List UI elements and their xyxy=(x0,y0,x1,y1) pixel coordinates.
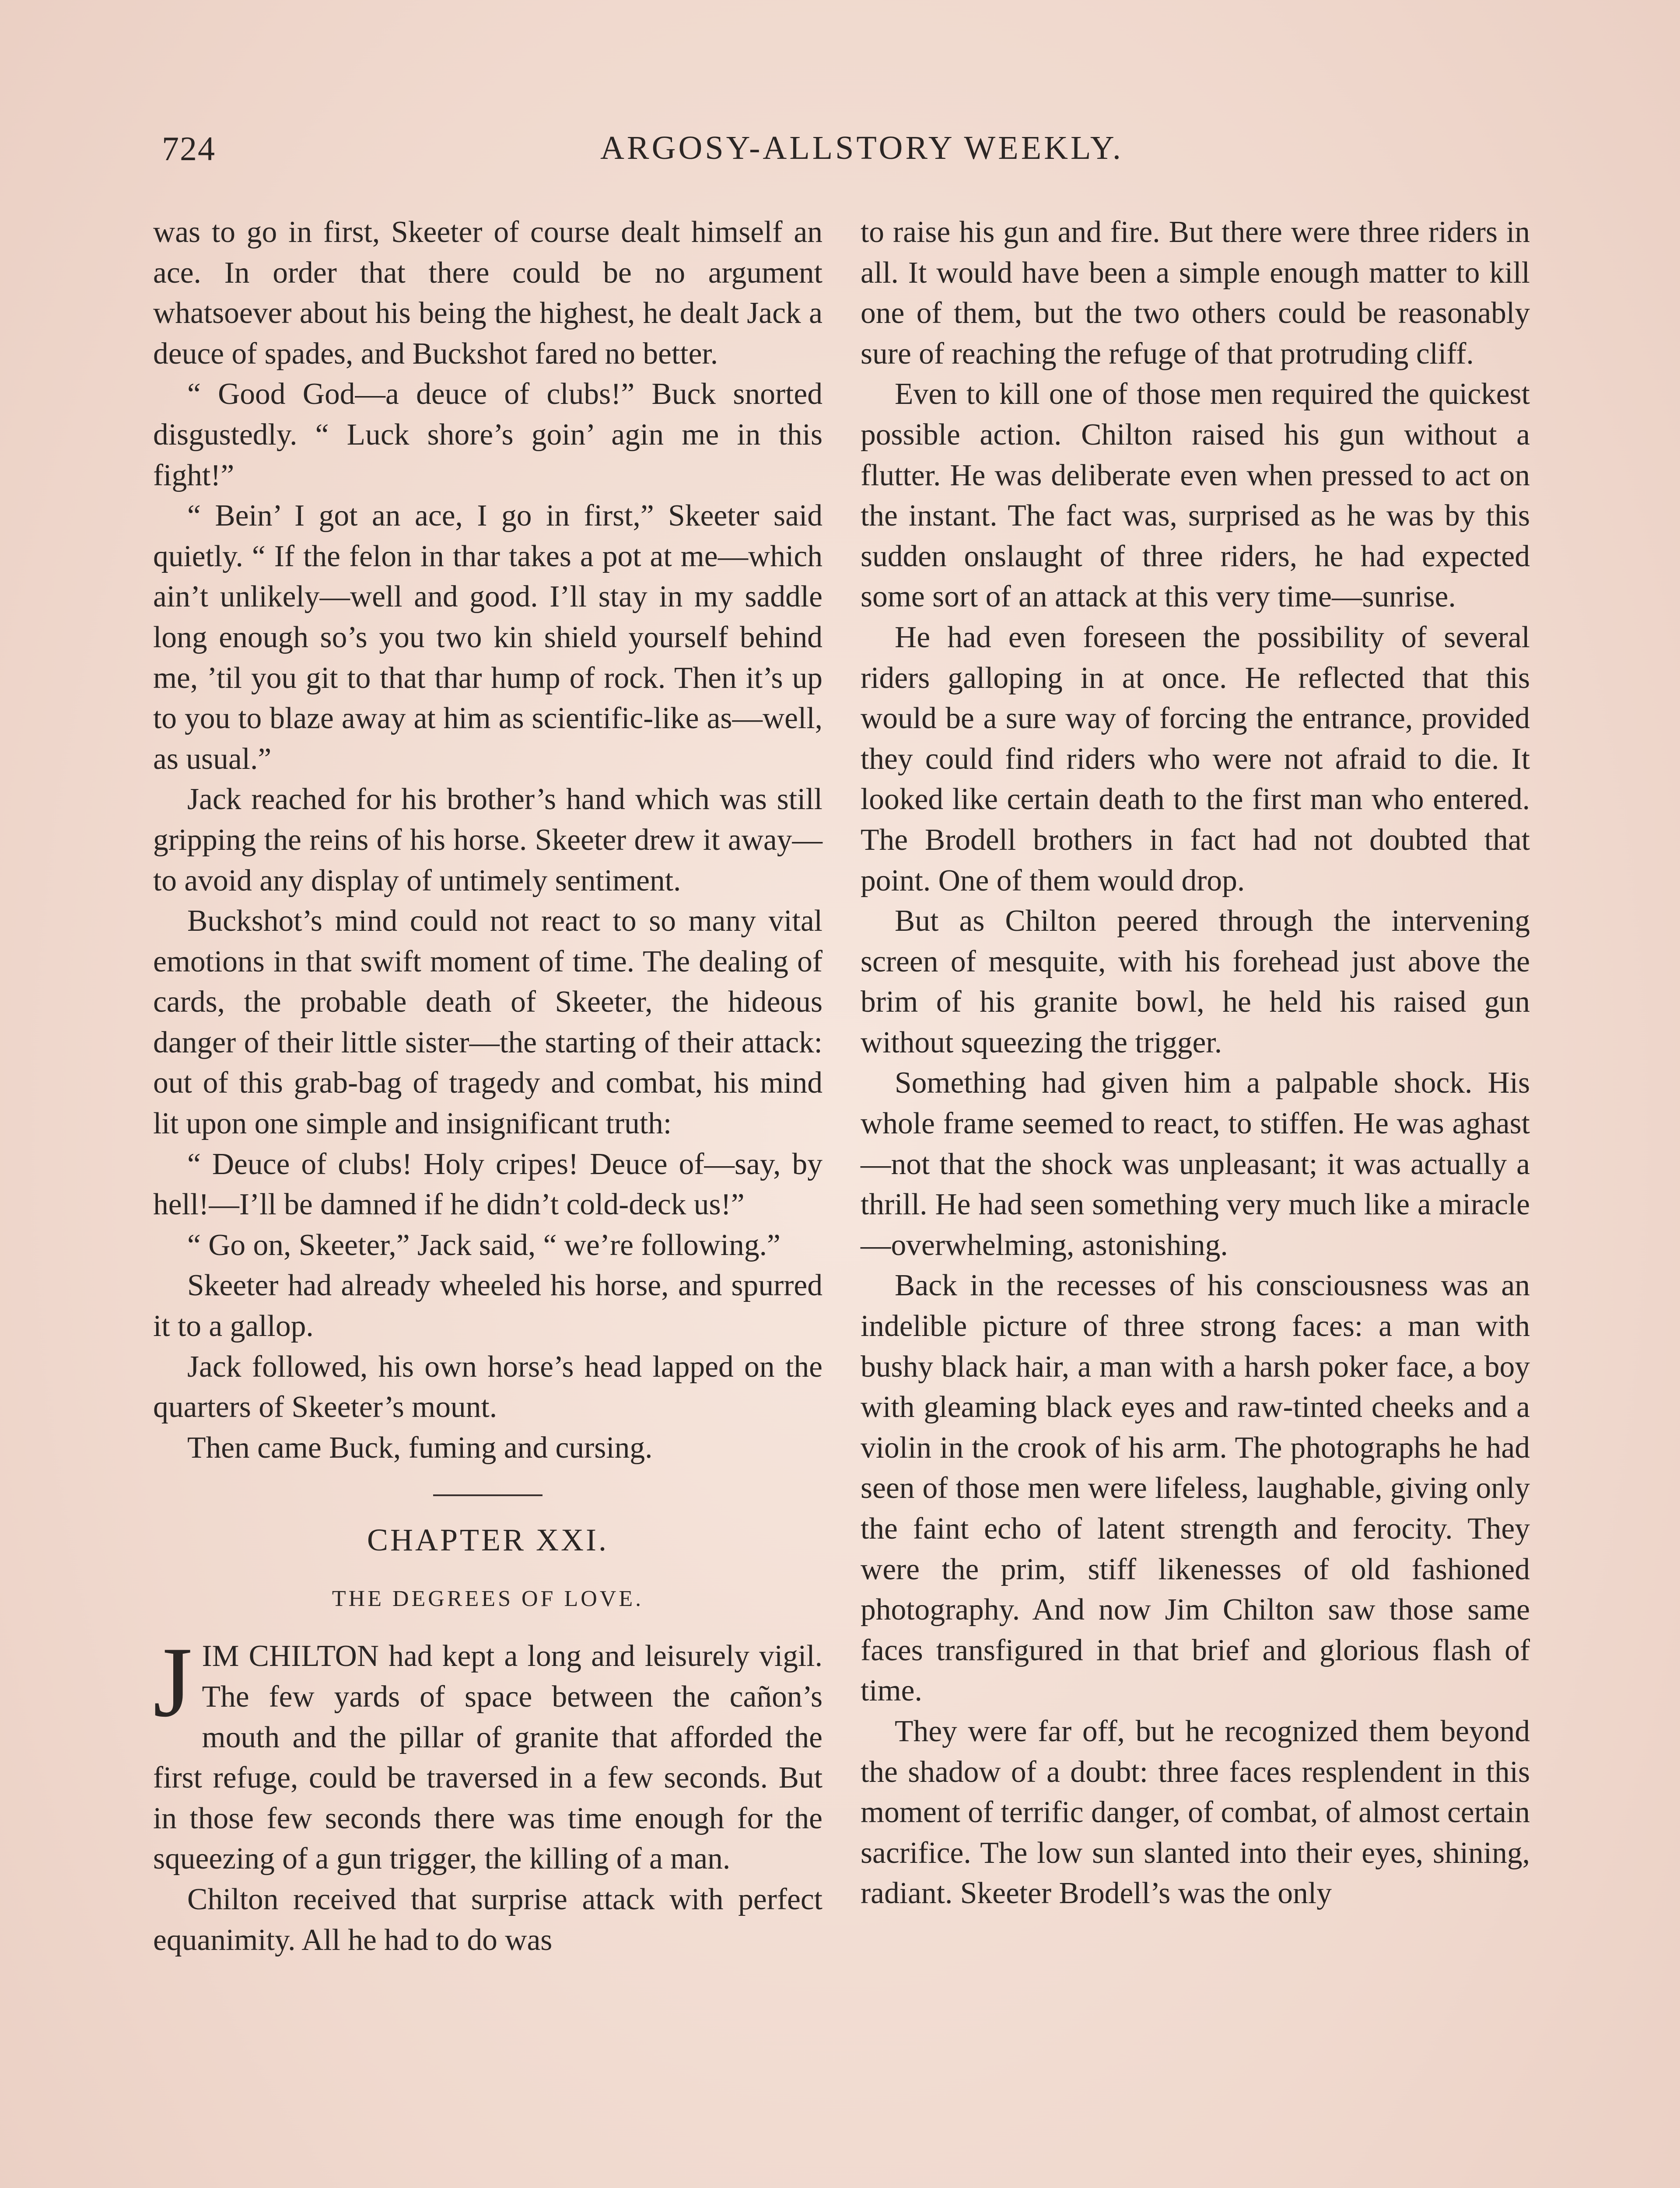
page-header xyxy=(162,129,1562,182)
paragraph-text: IM CHILTON had kept a long and leisurely vigil. The few yards of space between the cañon’s mouth and the pillar of granite that afforded the first refuge, could be traversed in a few seconds. But in those few seconds there was time enough for the squeezing of a gun trigger, the killing of a man. xyxy=(153,1639,822,1876)
drop-cap: J xyxy=(153,1626,192,1738)
paragraph: was to go in first, Skeeter of course dealt himself an ace. In order that there could be no argument whatsoever about his being the highest, he dealt Jack a deuce of spades, and Buckshot fared no better. xyxy=(153,215,822,371)
section-divider xyxy=(433,1494,542,1496)
page-number: 724 xyxy=(162,130,216,168)
paragraph: Then came Buck, fuming and cursing. xyxy=(187,1431,653,1465)
running-title: ARGOSY-ALLSTORY WEEKLY. xyxy=(600,130,1124,166)
paragraph: Skeeter had already wheeled his horse, and spurred it to a gallop. xyxy=(153,1269,822,1343)
paragraph: “ Deuce of clubs! Holy cripes! Deuce of—say, by hell!—I’ll be damned if he didn’t cold-deck us!” xyxy=(153,1147,822,1222)
chapter-opening-paragraph xyxy=(153,1626,822,1879)
paragraph: Jack followed, his own horse’s head lapped on the quarters of Skeeter’s mount. xyxy=(153,1350,822,1424)
right-column xyxy=(861,212,1530,1914)
paragraph: to raise his gun and fire. But there were three riders in all. It would have been a simple enough matter to kill one of them, but the two others could be reasonably sure of reaching the refuge of that protruding cliff. xyxy=(861,215,1530,371)
paragraph: Back in the recesses of his consciousness was an indelible picture of three strong faces: a man with bushy black hair, a man with a harsh poker face, a boy with gleaming black eyes and raw-tinted cheeks and a violin in the crook of his arm. The photographs he had seen of those men were lifeless, laughable, giving only the faint echo of latent strength and ferocity. They were the prim, stiff likenesses of old fashioned photography. And now Jim Chilton saw those same faces transfigured in that brief and glorious flash of time. xyxy=(861,1269,1530,1708)
paragraph: They were far off, but he recognized them beyond the shadow of a doubt: three faces resplendent in this moment of terrific danger, of combat, of almost certain sacrifice. The low sun slanted into their eyes, shining, radiant. Skeeter Brodell’s was the only xyxy=(861,1714,1530,1911)
paragraph: But as Chilton peered through the intervening screen of mesquite, with his forehead just above the brim of his granite bowl, he held his raised gun without squeezing the trigger. xyxy=(861,904,1530,1059)
paragraph: Chilton received that surprise attack with perfect equanimity. All he had to do was xyxy=(153,1882,822,1957)
paragraph: Something had given him a palpable shock. His whole frame seemed to react, to stiffen. He was aghast—not that the shock was unpleasant; it was actually a thrill. He had seen something very much like a miracle—overwhelming, astonishing. xyxy=(861,1066,1530,1262)
paragraph: “ Bein’ I got an ace, I go in first,” Skeeter said quietly. “ If the felon in thar takes a pot at me—which ain’t unlikely—well and good. I’ll stay in my saddle long enough so’s you two kin shield yourself behind me, ’til you git to that thar hump of rock. Then it’s up to you to blaze away at him as scientific-like as—well, as usual.” xyxy=(153,499,822,776)
paragraph: He had even foreseen the possibility of several riders galloping in at once. He reflected that this would be a sure way of forcing the entrance, provided they could find riders who were not afraid to die. It looked like certain death to the first man who entered. The Brodell brothers in fact had not doubted that point. One of them would drop. xyxy=(861,620,1530,898)
left-column xyxy=(153,212,822,1960)
paragraph: Jack reached for his brother’s hand which was still gripping the reins of his horse. Skeeter drew it away—to avoid any display of untimely sentiment. xyxy=(153,782,822,898)
chapter-subtitle: THE DEGREES OF LOVE. xyxy=(332,1586,644,1612)
chapter-heading: CHAPTER XXI. xyxy=(367,1522,609,1558)
paragraph: Even to kill one of those men required the quickest possible action. Chilton raised his gun without a flutter. He was deliberate even when pressed to act on the instant. The fact was, surprised as he was by this sudden onslaught of three riders, he had expected some sort of an attack at this very time—sunrise. xyxy=(861,377,1530,614)
paragraph: Buckshot’s mind could not react to so many vital emotions in that swift moment of time. The dealing of cards, the probable death of Skeeter, the hideous danger of their little sister—the starting of their attack: out of this grab-bag of tragedy and combat, his mind lit upon one simple and insignificant truth: xyxy=(153,904,822,1141)
paragraph: “ Good God—a deuce of clubs!” Buck snorted disgustedly. “ Luck shore’s goin’ agin me in this fight!” xyxy=(153,377,822,492)
paragraph: “ Go on, Skeeter,” Jack said, “ we’re following.” xyxy=(187,1228,780,1262)
